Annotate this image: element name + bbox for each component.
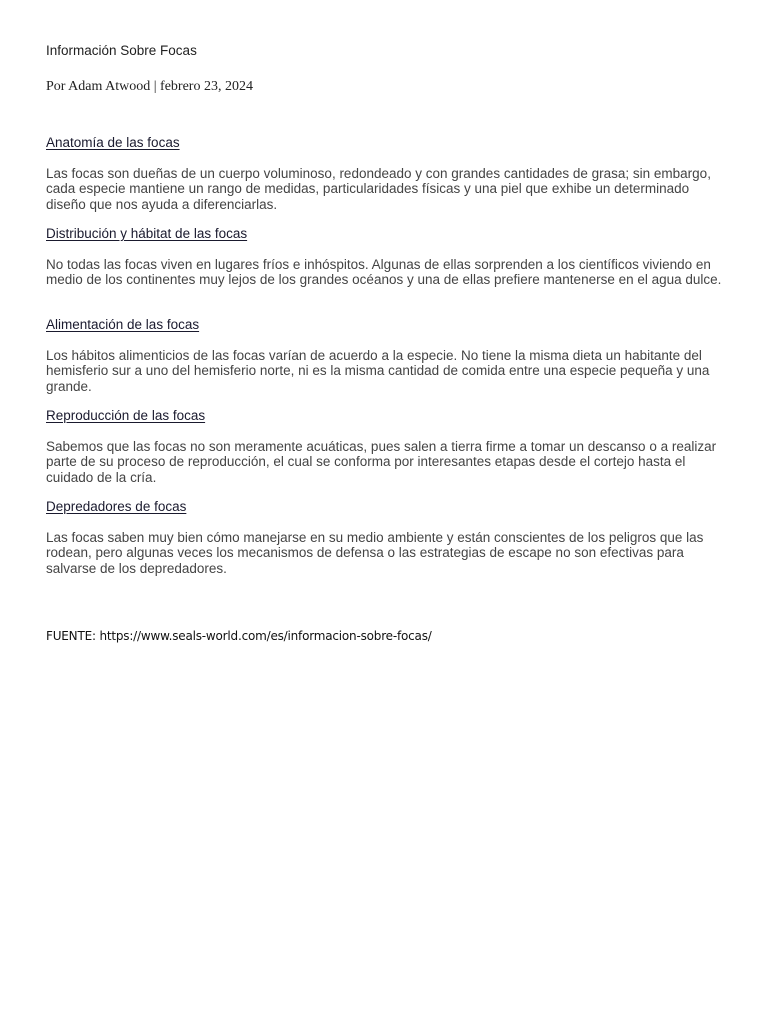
section-body: Los hábitos alimenticios de las focas varían de acuerdo a la especie. No tiene la misma dieta un habitante del hemisferio sur a uno del hemisferio norte, ni es la misma cantidad de comida entre una especie pequeña y una grande.	[46, 348, 710, 394]
section-body: Sabemos que las focas no son meramente acuáticas, pues salen a tierra firme a tomar un descanso o a realizar parte de su proceso de reproducción, el cual se conforma por interesantes etapas desde el cortejo hasta el cuidado de la cría.	[46, 439, 717, 485]
source-label: FUENTE:	[46, 629, 96, 643]
section-body: No todas las focas viven en lugares fríos e inhóspitos. Algunas de ellas sorprenden a los científicos viviendo en medio de los continentes muy lejos de los grandes océanos y una de ellas prefiere mantenerse en el agua dulce.	[46, 257, 722, 288]
document-title: Información Sobre Focas	[46, 43, 197, 58]
source-line	[46, 629, 432, 643]
source-url-link[interactable]: https://www.seals-world.com/es/informacion-sobre-focas/	[99, 629, 432, 643]
section-heading: Reproducción de las focas	[46, 408, 206, 423]
section-heading: Distribución y hábitat de las focas	[46, 226, 248, 241]
section-heading: Depredadores de focas	[46, 499, 187, 514]
author-date-byline: Por Adam Atwood | febrero 23, 2024	[46, 79, 253, 94]
section-body: Las focas saben muy bien cómo manejarse en su medio ambiente y están conscientes de los peligros que las rodean, pero algunas veces los mecanismos de defensa o las estrategias de escape no son efectivas para salvarse de los depredadores.	[46, 530, 704, 576]
section-distribucion	[46, 225, 722, 316]
section-depredadores	[46, 498, 722, 589]
section-heading: Anatomía de las focas	[46, 135, 180, 150]
section-heading: Alimentación de las focas	[46, 317, 200, 332]
section-reproduccion	[46, 407, 722, 498]
article-sections	[46, 134, 722, 589]
section-body: Las focas son dueñas de un cuerpo voluminoso, redondeado y con grandes cantidades de grasa; sin embargo, cada especie mantiene un rango de medidas, particularidades físicas y una piel que exhibe un determinado diseño que nos ayuda a diferenciarlas.	[46, 166, 711, 212]
section-anatomia	[46, 134, 722, 225]
section-alimentacion	[46, 316, 722, 407]
